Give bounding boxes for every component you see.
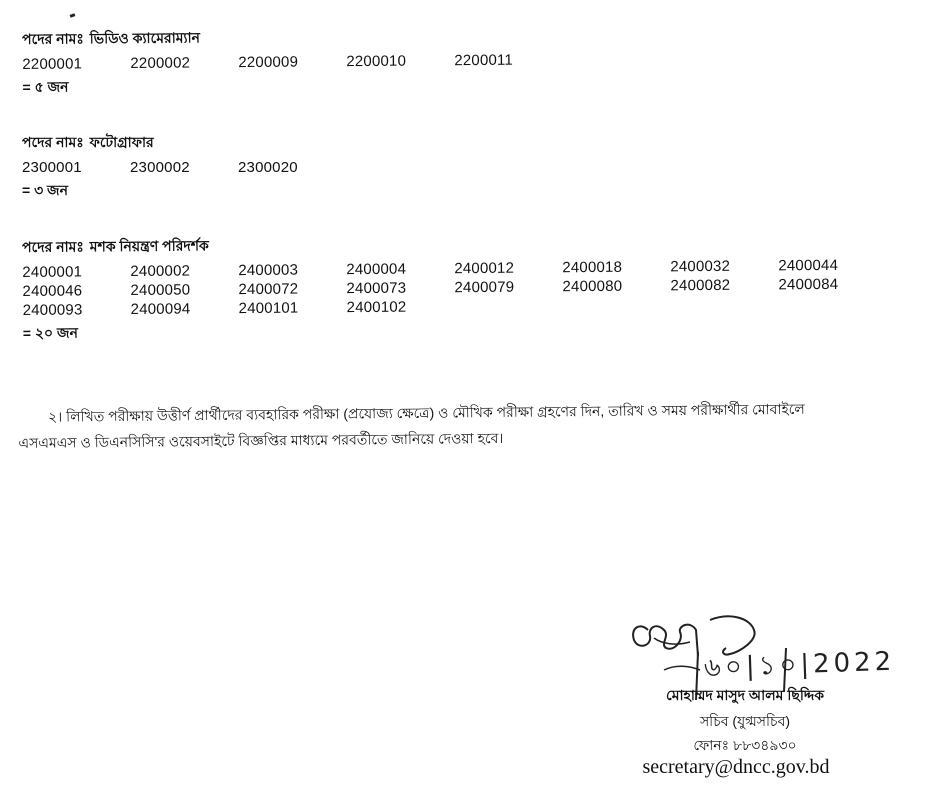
roll-number: 2200009: [238, 53, 299, 72]
roll-number: 2400050: [130, 281, 191, 300]
notice-text: লিখিত পরীক্ষায় উত্তীর্ণ প্রার্থীদের ব্যবহারিক পরীক্ষা (প্রযোজ্য ক্ষেত্রে) ও মৌখিক পরীক্ষা গ্রহণের দিন, তারিখ ও সময় পরীক্ষার্থীর মোবাইলে এসএমএস ও ডিএনসিসি'র ওয়েবসাইটে বিজ্ঞপ্তির মাধ্যমে পরবর্তীতে জানিয়ে দেওয়া হবে।: [18, 400, 805, 451]
roll-number-row: [22, 157, 346, 176]
roll-number: 2400079: [454, 278, 515, 297]
roll-number: 2400080: [562, 277, 623, 296]
post-total: = ৫ জন: [22, 78, 69, 95]
roll-number: 2400044: [778, 256, 839, 275]
notice-number: ২।: [48, 408, 63, 425]
post-title-label: পদের নামঃ: [22, 30, 84, 47]
roll-number: 2400073: [346, 279, 407, 298]
post-total: = ৩ জন: [22, 182, 68, 198]
post-title: [22, 131, 346, 155]
roll-number: 2400003: [238, 261, 299, 280]
notice-paragraph: [18, 395, 858, 456]
post-total: = ২০ জন: [22, 324, 78, 341]
roll-number: 2400046: [22, 282, 83, 300]
roll-number-list: [22, 49, 562, 73]
post-title-name: ফটোগ্রাফার: [89, 134, 154, 150]
roll-number: 2200011: [454, 51, 514, 70]
roll-number: 2400001: [22, 263, 83, 281]
post-section-video-cameraman: [22, 23, 563, 100]
roll-number: 2200001: [22, 55, 83, 73]
post-title-name: মশক নিয়ন্ত্রণ পরিদর্শক: [89, 237, 209, 255]
stray-mark: [70, 13, 76, 18]
roll-number: 2400072: [238, 280, 299, 299]
signature-block: [600, 600, 920, 800]
roll-number: 2400082: [670, 276, 731, 295]
roll-number: 2400102: [346, 298, 407, 317]
roll-number: 2400094: [130, 300, 191, 319]
post-title-label: পদের নামঃ: [22, 134, 84, 150]
roll-number-list: [22, 254, 886, 319]
roll-number: 2400093: [22, 301, 83, 319]
signatory-phone: ফোনঃ ৮৮৩৪৯৩০: [693, 737, 797, 753]
roll-number: 2400012: [454, 259, 515, 278]
roll-number: 2300002: [130, 159, 190, 176]
signatory-email: secretary@dncc.gov.bd: [642, 756, 830, 778]
roll-number-list: [22, 157, 346, 176]
roll-number: 2400101: [238, 299, 299, 318]
roll-number-row: [22, 49, 562, 73]
post-section-photographer: [22, 131, 346, 203]
signatory-designation: সচিব (যুগ্মসচিব): [699, 713, 791, 729]
roll-number: 2300001: [22, 159, 82, 176]
roll-number: 2200002: [130, 54, 191, 73]
signatory-name: মোহাম্মদ মাসুদ আলম ছিদ্দিক: [666, 687, 824, 703]
roll-number: 2400004: [346, 260, 407, 279]
post-title-label: পদের নামঃ: [22, 238, 84, 255]
roll-number: 2300020: [238, 159, 298, 176]
roll-number: 2400084: [778, 275, 839, 294]
post-title: [22, 23, 562, 52]
roll-number: 2400032: [670, 257, 731, 276]
post-title-name: ভিডিও ক্যামেরাম্যান: [89, 29, 201, 47]
roll-number: 2400002: [130, 262, 191, 281]
roll-number: 2400018: [562, 258, 623, 277]
handwritten-date: ৬০|১০|2022: [703, 646, 896, 684]
roll-number: 2200010: [346, 52, 407, 71]
post-section-mosquito-control-inspector: [22, 228, 887, 346]
